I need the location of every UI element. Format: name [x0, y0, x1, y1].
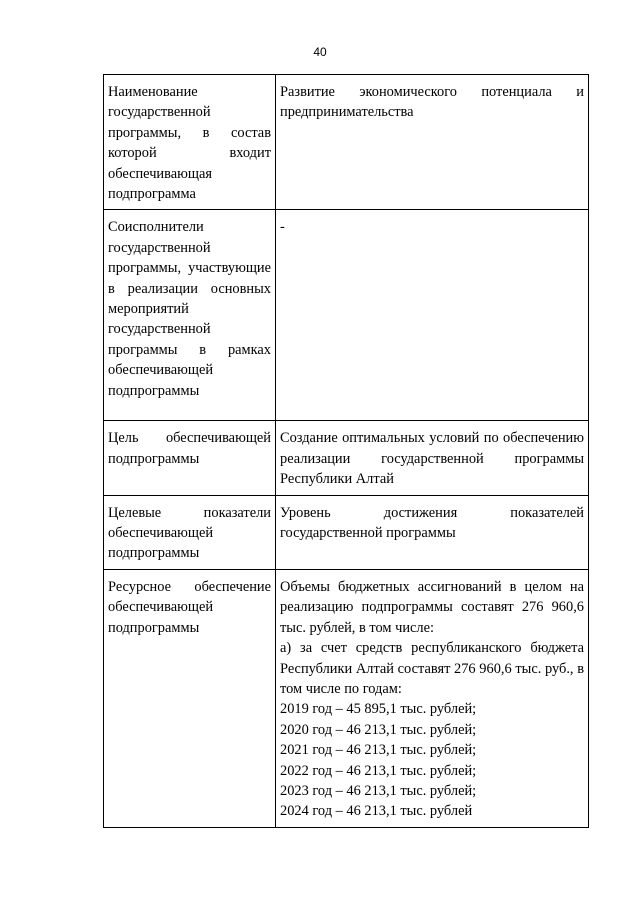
page-number: 40: [313, 45, 327, 59]
row-value: Развитие экономического потенциала и предпринимательства: [276, 75, 589, 210]
year-line: 2021 год – 46 213,1 тыс. рублей;: [280, 742, 477, 759]
row-label: Наименование государственной программы, в состав которой входит обеспечивающая подпрограмма: [104, 75, 276, 210]
table-row: [104, 569, 589, 827]
year-line: 2024 год – 46 213,1 тыс. рублей: [280, 803, 473, 820]
row-label: Соисполнители государственной программы, участвующие в реализации основных мероприятий государственной программы в рамках обеспечивающей подпрограммы: [104, 210, 276, 421]
row-value-resources: [276, 569, 589, 827]
table-row: [104, 495, 589, 569]
row-value: Уровень достижения показателей государственной программы: [276, 495, 589, 569]
resources-republican-budget-text: а) за счет средств республиканского бюджета Республики Алтай составят 276 960,6 тыс. руб., в том числе по годам:: [280, 640, 584, 697]
year-line: 2023 год – 46 213,1 тыс. рублей;: [280, 782, 477, 799]
resources-total-text: Объемы бюджетных ассигнований в целом на реализацию подпрограммы составят 276 960,6 тыс. рублей, в том числе:: [280, 578, 584, 636]
table-row: [104, 210, 589, 421]
row-value: -: [276, 210, 589, 421]
subprogram-passport-table: [103, 74, 589, 828]
table-row: [104, 421, 589, 495]
year-line: 2020 год – 46 213,1 тыс. рублей;: [280, 721, 477, 738]
row-label: Ресурсное обеспечение обеспечивающей подпрограммы: [104, 569, 276, 827]
row-label: Цель обеспечивающей подпрограммы: [104, 421, 276, 495]
row-value: Создание оптимальных условий по обеспечению реализации государственной программы Республики Алтай: [276, 421, 589, 495]
year-line: 2019 год – 45 895,1 тыс. рублей;: [280, 701, 477, 718]
row-label: Целевые показатели обеспечивающей подпрограммы: [104, 495, 276, 569]
table-row: [104, 75, 589, 210]
year-line: 2022 год – 46 213,1 тыс. рублей;: [280, 762, 477, 779]
